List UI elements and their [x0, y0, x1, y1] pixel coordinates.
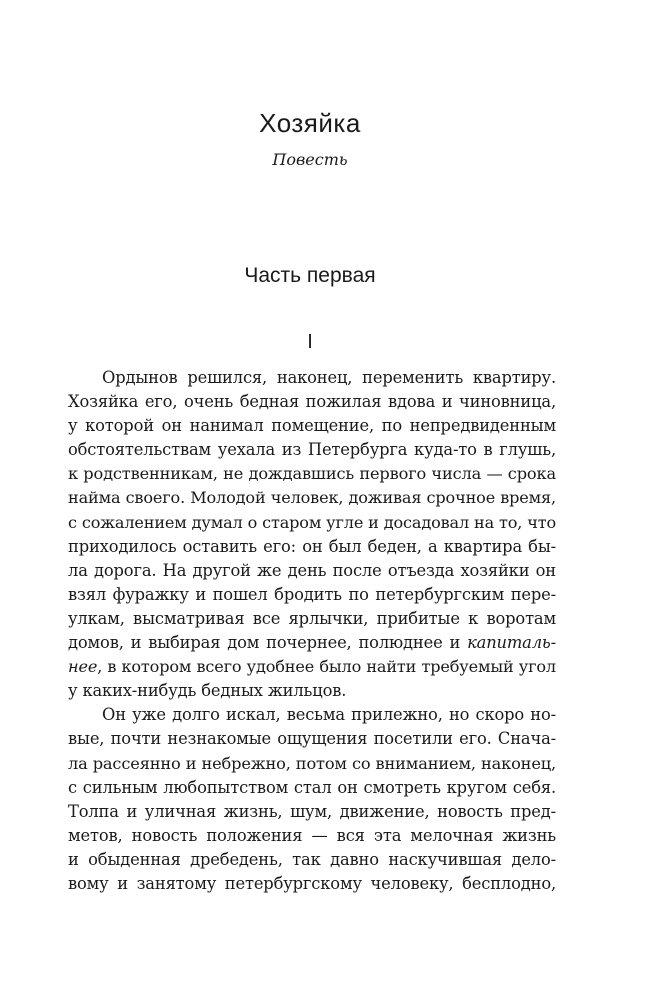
text-line: вые, почти незнакомые ощущения посетили его. Снача- — [68, 729, 556, 749]
story-subtitle: Повесть — [272, 150, 348, 169]
text-line: Хозяйка его, очень бедная пожилая вдова и чиновница, — [68, 392, 556, 412]
text-line — [68, 631, 556, 655]
text-line: у которой он нанимал помещение, по непредвиденным — [68, 416, 556, 436]
text-line: ла дорога. На другой же день после отъезда хозяйки он — [68, 560, 556, 580]
text-line: и обыденная дребедень, так давно наскучившая дело- — [68, 849, 556, 869]
italic-word: нее — [68, 657, 98, 677]
text-line: вому и занятому петербургскому человеку, бесплодно, — [68, 873, 556, 893]
text-segment: домов, и выбирая дом почернее, полюднее и — [68, 633, 468, 653]
story-title: Хозяйка — [259, 108, 361, 138]
text-line: с сильным любопытством стал он смотреть кругом себя. — [68, 777, 556, 797]
text-line — [68, 655, 556, 679]
paragraph-1 — [68, 366, 556, 703]
text-line: метов, новость положения — вся эта мелочная жизнь — [68, 825, 556, 845]
text-line: приходилось оставить его: он был беден, а квартира бы- — [68, 536, 556, 556]
text-line: найма своего. Молодой человек, доживая срочное время, — [68, 488, 556, 508]
text-line: взял фуражку и пошел бродить по петербургским пере- — [68, 584, 556, 604]
text-line: Толпа и уличная жизнь, шум, движение, новость пред- — [68, 801, 556, 821]
text-line: к родственникам, не дождавшись первого числа — срока — [68, 464, 556, 484]
text-segment: , в котором всего удобнее было найти требуемый угол — [97, 657, 556, 677]
text-line: улкам, высматривая все ярлычки, прибитые к воротам — [68, 608, 556, 628]
paragraph-2 — [68, 703, 556, 896]
body-text — [68, 366, 556, 896]
text-line: Ордынов решился, наконец, переменить квартиру. — [102, 368, 556, 387]
text-line: Он уже долго искал, весьма прилежно, но скоро но- — [102, 705, 556, 725]
text-line: с сожалением думал о старом угле и досадовал на то, что — [68, 512, 557, 532]
text-line: ла рассеянно и небрежно, потом со вниманием, наконец, — [68, 753, 556, 773]
chapter-number: I — [307, 331, 313, 353]
text-line: обстоятельствам уехала из Петербурга куда-то в глушь, — [68, 440, 556, 460]
italic-word: капиталь- — [467, 633, 556, 653]
text-line: у каких-нибудь бедных жильцов. — [68, 681, 347, 701]
part-title: Часть первая — [244, 264, 376, 287]
